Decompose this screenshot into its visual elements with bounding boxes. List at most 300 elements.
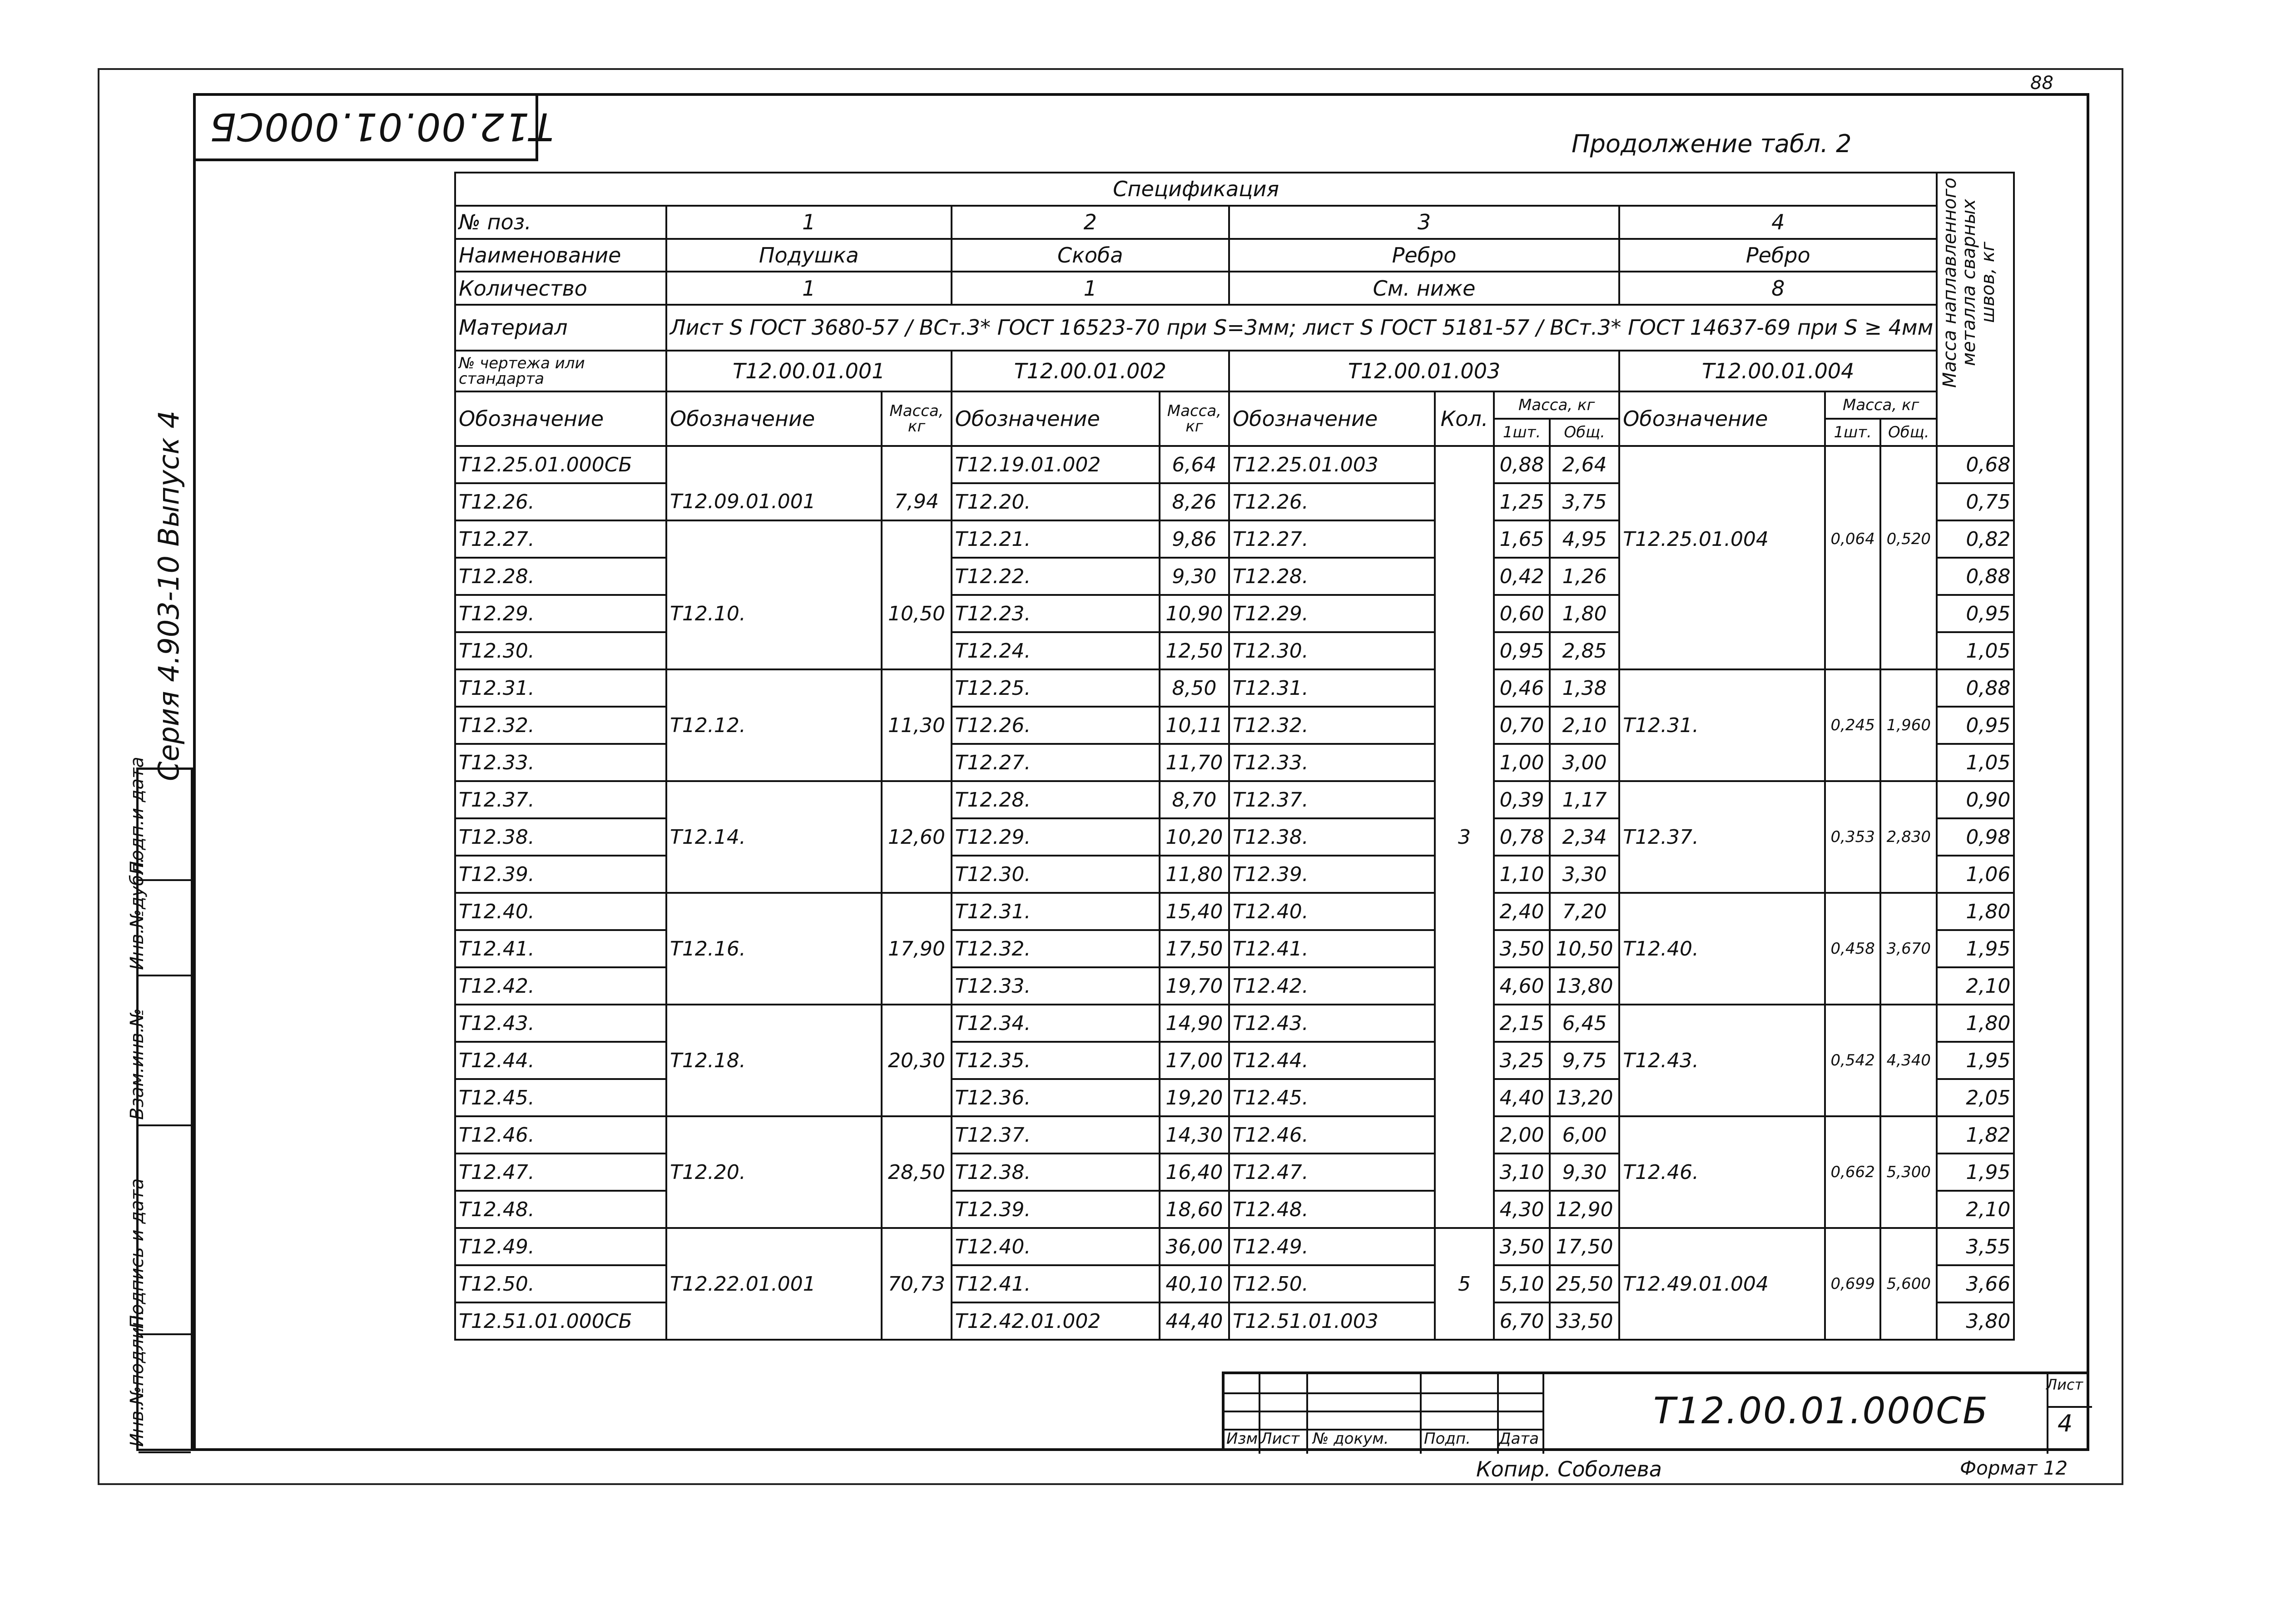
pos4-designation: Т12.40. (1619, 930, 1825, 967)
pos4-mass-total (1880, 1228, 1937, 1265)
strip-cell-sign2 (127, 757, 191, 881)
pos1-designation (666, 781, 882, 818)
pos1-designation: Т12.09.01.001 (666, 483, 882, 520)
pos2-mass: 14,90 (1160, 1005, 1229, 1042)
pos1-designation: Т12.20. (666, 1154, 882, 1191)
pos1-mass (882, 1302, 951, 1340)
pos3-mass-total: 2,10 (1550, 707, 1619, 744)
pos3-mass-total: 1,38 (1550, 669, 1619, 707)
col-designation-3: Обозначение (1229, 391, 1435, 446)
tb-label-date: Дата (1499, 1430, 1539, 1448)
pos3-mass-total: 10,50 (1550, 930, 1619, 967)
pos3-qty (1435, 1005, 1494, 1042)
weld-mass: 0,88 (1937, 669, 2014, 707)
pos3-mass-one: 4,30 (1494, 1191, 1550, 1228)
pos2-mass: 14,30 (1160, 1116, 1229, 1154)
pos4-designation (1619, 558, 1825, 595)
drawing-3: Т12.00.01.003 (1229, 351, 1619, 391)
pos4-designation: Т12.37. (1619, 818, 1825, 856)
pos4-designation (1619, 1079, 1825, 1116)
strip-cell-original (127, 1309, 191, 1453)
pos2-designation: Т12.39. (952, 1191, 1160, 1228)
qty-label: Количество (455, 272, 666, 305)
pos1-mass (882, 632, 951, 669)
pos1-designation: Т12.10. (666, 595, 882, 632)
pos3-designation: Т12.40. (1229, 893, 1435, 930)
pos1-mass (882, 520, 951, 558)
pos1-designation (666, 632, 882, 669)
pos3-mass-one: 3,10 (1494, 1154, 1550, 1191)
table-row (455, 818, 2014, 856)
pos1-designation (666, 1005, 882, 1042)
table-row (455, 781, 2014, 818)
pos4-mass-total (1880, 595, 1937, 632)
row-designation: Т12.46. (455, 1116, 666, 1154)
pos3-qty (1435, 1228, 1494, 1265)
table-row (455, 744, 2014, 781)
pos4-mass-total: 5,300 (1880, 1154, 1937, 1191)
tb-label-list: Лист (1260, 1430, 1300, 1448)
pos2-mass: 18,60 (1160, 1191, 1229, 1228)
pos3-mass-total: 2,85 (1550, 632, 1619, 669)
row-designation: Т12.47. (455, 1154, 666, 1191)
pos2-designation: Т12.35. (952, 1042, 1160, 1079)
pos4-mass-total (1880, 781, 1937, 818)
pos1-designation (666, 856, 882, 893)
pos3-designation: Т12.45. (1229, 1079, 1435, 1116)
pos3-designation: Т12.41. (1229, 930, 1435, 967)
pos3-designation: Т12.37. (1229, 781, 1435, 818)
pos3-mass-total: 33,50 (1550, 1302, 1619, 1340)
continued-label: Продолжение табл. 2 (1572, 129, 1852, 158)
pos3-mass-total: 9,30 (1550, 1154, 1619, 1191)
pos3-mass-one: 3,50 (1494, 930, 1550, 967)
pos3-designation: Т12.39. (1229, 856, 1435, 893)
pos3-qty (1435, 632, 1494, 669)
table-row (455, 930, 2014, 967)
pos4-mass-total (1880, 893, 1937, 930)
pos3-mass-one: 3,25 (1494, 1042, 1550, 1079)
tb-line (1542, 1374, 1544, 1454)
pos3-mass-one: 5,10 (1494, 1265, 1550, 1302)
row-designation: Т12.49. (455, 1228, 666, 1265)
pos4-mass-one (1825, 669, 1880, 707)
tb-line (1225, 1411, 1542, 1412)
pos2-mass: 9,30 (1160, 558, 1229, 595)
pos4-designation (1619, 669, 1825, 707)
row-designation: Т12.30. (455, 632, 666, 669)
pos3-qty (1435, 595, 1494, 632)
table-row (455, 856, 2014, 893)
pos2-designation: Т12.34. (952, 1005, 1160, 1042)
pos2-designation: Т12.30. (952, 856, 1160, 893)
pos3-designation: Т12.28. (1229, 558, 1435, 595)
table-row (455, 632, 2014, 669)
weld-mass: 0,95 (1937, 707, 2014, 744)
pos2-mass: 17,00 (1160, 1042, 1229, 1079)
pos4-designation (1619, 1116, 1825, 1154)
strip-label: Инв.№подлин. (127, 1309, 148, 1447)
pos3-mass-total: 1,80 (1550, 595, 1619, 632)
pos2-mass: 6,64 (1160, 446, 1229, 483)
weld-mass: 2,10 (1937, 1191, 2014, 1228)
weld-mass: 0,88 (1937, 558, 2014, 595)
row-designation: Т12.41. (455, 930, 666, 967)
pos1-designation (666, 1302, 882, 1340)
pos3-designation: Т12.25.01.003 (1229, 446, 1435, 483)
weld-mass: 0,68 (1937, 446, 2014, 483)
pos4-designation (1619, 1005, 1825, 1042)
pos4-designation (1619, 446, 1825, 483)
pos3-qty (1435, 669, 1494, 707)
pos4-designation: Т12.43. (1619, 1042, 1825, 1079)
qty-3: См. ниже (1229, 272, 1619, 305)
pos3-mass-total: 2,64 (1550, 446, 1619, 483)
pos4-mass-one: 0,458 (1825, 930, 1880, 967)
pos3-mass-one: 2,15 (1494, 1005, 1550, 1042)
pos1-mass: 17,90 (882, 930, 951, 967)
pos3-designation: Т12.26. (1229, 483, 1435, 520)
pos2-designation: Т12.31. (952, 893, 1160, 930)
pos3-designation: Т12.42. (1229, 967, 1435, 1005)
pos1-designation: Т12.12. (666, 707, 882, 744)
pos1-designation: Т12.22.01.001 (666, 1265, 882, 1302)
page-number: 88 (2030, 73, 2053, 94)
table-row (455, 1302, 2014, 1340)
pos2-designation: Т12.26. (952, 707, 1160, 744)
weld-mass: 1,82 (1937, 1116, 2014, 1154)
pos3-mass-one: 2,40 (1494, 893, 1550, 930)
pos3-mass-total: 7,20 (1550, 893, 1619, 930)
tb-label-podp: Подп. (1424, 1430, 1471, 1448)
pos-4: 4 (1619, 206, 1937, 239)
pos4-designation: Т12.46. (1619, 1154, 1825, 1191)
table-row (455, 1154, 2014, 1191)
pos3-qty (1435, 1079, 1494, 1116)
pos2-mass: 11,70 (1160, 744, 1229, 781)
pos4-designation (1619, 483, 1825, 520)
pos2-designation: Т12.28. (952, 781, 1160, 818)
pos4-mass-total: 1,960 (1880, 707, 1937, 744)
pos3-mass-one: 0,78 (1494, 818, 1550, 856)
pos4-designation: Т12.49.01.004 (1619, 1265, 1825, 1302)
pos3-qty (1435, 967, 1494, 1005)
weld-mass: 1,06 (1937, 856, 2014, 893)
pos1-mass (882, 1116, 951, 1154)
weld-mass: 1,95 (1937, 1154, 2014, 1191)
spec-title: Спецификация (455, 173, 1937, 206)
weld-mass: 2,05 (1937, 1079, 2014, 1116)
weld-header-tail (1937, 391, 2014, 446)
pos4-mass-total (1880, 446, 1937, 483)
strip-cell-dup (127, 857, 191, 976)
pos1-mass (882, 1191, 951, 1228)
pos2-designation: Т12.25. (952, 669, 1160, 707)
name-1: Подушка (666, 239, 952, 272)
pos2-designation: Т12.37. (952, 1116, 1160, 1154)
weld-mass: 0,95 (1937, 595, 2014, 632)
pos4-mass-total (1880, 483, 1937, 520)
pos1-mass (882, 1228, 951, 1265)
pos3-mass-total: 12,90 (1550, 1191, 1619, 1228)
table-row (455, 669, 2014, 707)
pos4-mass-one (1825, 967, 1880, 1005)
pos4-mass-one (1825, 856, 1880, 893)
table-row (455, 1079, 2014, 1116)
table-row (455, 558, 2014, 595)
table-row (455, 595, 2014, 632)
pos4-mass-total (1880, 669, 1937, 707)
col-designation-main: Обозначение (455, 391, 666, 446)
row-designation: Т12.33. (455, 744, 666, 781)
pos3-designation: Т12.46. (1229, 1116, 1435, 1154)
table-row (455, 893, 2014, 930)
pos2-designation: Т12.20. (952, 483, 1160, 520)
pos4-mass-one (1825, 1302, 1880, 1340)
tb-label-doc: № докум. (1313, 1430, 1389, 1448)
pos4-mass-one (1825, 483, 1880, 520)
tb-line (2047, 1406, 2092, 1408)
pos4-designation (1619, 1302, 1825, 1340)
pos3-mass-one: 0,46 (1494, 669, 1550, 707)
table-row (455, 707, 2014, 744)
weld-mass: 1,05 (1937, 632, 2014, 669)
weld-mass: 1,80 (1937, 893, 2014, 930)
pos2-designation: Т12.42.01.002 (952, 1302, 1160, 1340)
pos4-mass-one (1825, 446, 1880, 483)
pos3-qty (1435, 856, 1494, 893)
pos4-designation (1619, 781, 1825, 818)
col-designation-1: Обозначение (666, 391, 882, 446)
pos2-mass: 10,90 (1160, 595, 1229, 632)
pos4-mass-one (1825, 1191, 1880, 1228)
pos4-mass-total: 3,670 (1880, 930, 1937, 967)
pos3-designation: Т12.30. (1229, 632, 1435, 669)
table-row (455, 1005, 2014, 1042)
pos3-designation: Т12.33. (1229, 744, 1435, 781)
pos4-mass-total (1880, 632, 1937, 669)
pos3-qty (1435, 707, 1494, 744)
pos1-designation (666, 446, 882, 483)
pos3-mass-one: 4,60 (1494, 967, 1550, 1005)
pos3-mass-one: 0,88 (1494, 446, 1550, 483)
drawing-label: № чертежа или стандарта (455, 351, 666, 391)
weld-mass: 0,75 (1937, 483, 2014, 520)
pos4-mass-one: 0,353 (1825, 818, 1880, 856)
pos1-designation (666, 1116, 882, 1154)
pos3-designation: Т12.32. (1229, 707, 1435, 744)
pos1-mass (882, 446, 951, 483)
pos3-mass-total: 1,26 (1550, 558, 1619, 595)
pos2-designation: Т12.19.01.002 (952, 446, 1160, 483)
pos3-mass-total: 3,00 (1550, 744, 1619, 781)
pos1-designation (666, 520, 882, 558)
pos2-mass: 40,10 (1160, 1265, 1229, 1302)
pos2-mass: 15,40 (1160, 893, 1229, 930)
pos2-designation: Т12.32. (952, 930, 1160, 967)
pos3-mass-total: 13,20 (1550, 1079, 1619, 1116)
format-label: Формат 12 (1960, 1457, 2068, 1479)
pos4-designation (1619, 1191, 1825, 1228)
side-strip (127, 757, 193, 1451)
pos3-qty (1435, 1154, 1494, 1191)
pos1-mass (882, 669, 951, 707)
col-one-4: 1шт. (1825, 419, 1880, 446)
pos3-mass-one: 3,50 (1494, 1228, 1550, 1265)
table-row (455, 446, 2014, 483)
pos1-designation (666, 744, 882, 781)
weld-mass: 1,95 (1937, 930, 2014, 967)
pos2-mass: 8,26 (1160, 483, 1229, 520)
pos4-mass-total: 0,520 (1880, 520, 1937, 558)
pos4-mass-total (1880, 1302, 1937, 1340)
row-designation: Т12.32. (455, 707, 666, 744)
pos3-mass-one: 0,60 (1494, 595, 1550, 632)
pos3-designation: Т12.48. (1229, 1191, 1435, 1228)
pos1-mass: 7,94 (882, 483, 951, 520)
col-mass-3: Масса, кг (1494, 391, 1619, 419)
qty-1: 1 (666, 272, 952, 305)
pos2-mass: 8,70 (1160, 781, 1229, 818)
pos3-qty (1435, 1302, 1494, 1340)
pos4-mass-one (1825, 1228, 1880, 1265)
tb-line (1420, 1374, 1422, 1454)
pos2-designation: Т12.24. (952, 632, 1160, 669)
stamp-code: Т12.00.01.000СБ (209, 104, 554, 149)
pos3-qty: 5 (1435, 1265, 1494, 1302)
pos4-designation: Т12.25.01.004 (1619, 520, 1825, 558)
pos2-mass: 19,20 (1160, 1079, 1229, 1116)
weld-mass: 1,95 (1937, 1042, 2014, 1079)
pos4-mass-one (1825, 893, 1880, 930)
pos2-mass: 10,20 (1160, 818, 1229, 856)
pos1-mass (882, 744, 951, 781)
pos4-mass-one (1825, 558, 1880, 595)
pos3-mass-total: 3,75 (1550, 483, 1619, 520)
pos3-mass-one: 2,00 (1494, 1116, 1550, 1154)
weld-mass: 0,98 (1937, 818, 2014, 856)
col-mass-2: Масса, кг (1160, 391, 1229, 446)
pos2-designation: Т12.36. (952, 1079, 1160, 1116)
pos3-mass-one: 1,25 (1494, 483, 1550, 520)
pos4-designation (1619, 632, 1825, 669)
name-4: Ребро (1619, 239, 1937, 272)
pos2-mass: 8,50 (1160, 669, 1229, 707)
pos-2: 2 (952, 206, 1229, 239)
pos1-mass: 28,50 (882, 1154, 951, 1191)
pos3-qty (1435, 893, 1494, 930)
tb-sheet-number: 4 (2058, 1410, 2073, 1437)
weld-mass: 2,10 (1937, 967, 2014, 1005)
pos3-qty (1435, 1042, 1494, 1079)
pos3-designation: Т12.44. (1229, 1042, 1435, 1079)
pos3-qty (1435, 483, 1494, 520)
pos2-designation: Т12.22. (952, 558, 1160, 595)
drawing-4: Т12.00.01.004 (1619, 351, 1937, 391)
pos4-mass-total (1880, 1005, 1937, 1042)
pos1-designation (666, 669, 882, 707)
pos1-designation: Т12.18. (666, 1042, 882, 1079)
pos3-qty (1435, 446, 1494, 483)
pos2-designation: Т12.27. (952, 744, 1160, 781)
pos4-mass-total (1880, 856, 1937, 893)
row-designation: Т12.50. (455, 1265, 666, 1302)
strip-label: Инв.№дубл. (127, 857, 148, 970)
pos4-designation (1619, 1228, 1825, 1265)
row-designation: Т12.51.01.000СБ (455, 1302, 666, 1340)
pos3-mass-total: 1,17 (1550, 781, 1619, 818)
col-designation-2: Обозначение (952, 391, 1160, 446)
name-2: Скоба (952, 239, 1229, 272)
name-3: Ребро (1229, 239, 1619, 272)
pos3-qty (1435, 520, 1494, 558)
pos3-mass-one: 0,95 (1494, 632, 1550, 669)
pos2-mass: 44,40 (1160, 1302, 1229, 1340)
weld-mass: 1,05 (1937, 744, 2014, 781)
row-designation: Т12.31. (455, 669, 666, 707)
pos4-mass-total: 4,340 (1880, 1042, 1937, 1079)
weld-mass: 0,82 (1937, 520, 2014, 558)
pos3-designation: Т12.51.01.003 (1229, 1302, 1435, 1340)
pos3-mass-one: 6,70 (1494, 1302, 1550, 1340)
pos2-mass: 16,40 (1160, 1154, 1229, 1191)
pos2-designation: Т12.21. (952, 520, 1160, 558)
pos1-designation (666, 1191, 882, 1228)
col-mass-1: Масса, кг (882, 391, 951, 446)
material-value: Лист S ГОСТ 3680-57 / ВСт.3* ГОСТ 16523-70 при S=3мм; лист S ГОСТ 5181-57 / ВСт.3* ГОСТ 14637-69 при S ≥ 4мм (666, 305, 1937, 350)
pos4-designation: Т12.31. (1619, 707, 1825, 744)
pos1-designation (666, 893, 882, 930)
pos4-mass-one (1825, 781, 1880, 818)
pos3-qty (1435, 1116, 1494, 1154)
specification-table (454, 172, 2015, 1341)
pos2-designation: Т12.23. (952, 595, 1160, 632)
pos1-mass (882, 781, 951, 818)
row-designation: Т12.45. (455, 1079, 666, 1116)
pos1-designation (666, 1079, 882, 1116)
strip-label: Подп.и дата (127, 757, 148, 875)
pos1-designation: Т12.14. (666, 818, 882, 856)
pos3-mass-total: 3,30 (1550, 856, 1619, 893)
pos4-mass-total: 2,830 (1880, 818, 1937, 856)
table-row (455, 1191, 2014, 1228)
pos1-mass: 12,60 (882, 818, 951, 856)
pos3-mass-one: 0,39 (1494, 781, 1550, 818)
pos4-mass-one (1825, 1116, 1880, 1154)
col-one-3: 1шт. (1494, 419, 1550, 446)
pos4-mass-one (1825, 595, 1880, 632)
pos4-mass-total (1880, 744, 1937, 781)
pos3-designation: Т12.50. (1229, 1265, 1435, 1302)
pos1-designation (666, 558, 882, 595)
weld-mass: 3,66 (1937, 1265, 2014, 1302)
pos3-qty (1435, 930, 1494, 967)
table-row (455, 483, 2014, 520)
pos4-mass-total (1880, 1191, 1937, 1228)
pos3-mass-one: 1,00 (1494, 744, 1550, 781)
pos4-mass-one: 0,699 (1825, 1265, 1880, 1302)
col-mass-4: Масса, кг (1825, 391, 1937, 419)
table-row (455, 1265, 2014, 1302)
material-label: Материал (455, 305, 666, 350)
pos1-designation: Т12.16. (666, 930, 882, 967)
row-designation: Т12.38. (455, 818, 666, 856)
pos3-designation: Т12.47. (1229, 1154, 1435, 1191)
copied-by: Копир. Соболева (1476, 1457, 1662, 1481)
pos2-mass: 9,86 (1160, 520, 1229, 558)
pos2-designation: Т12.38. (952, 1154, 1160, 1191)
pos4-designation (1619, 893, 1825, 930)
